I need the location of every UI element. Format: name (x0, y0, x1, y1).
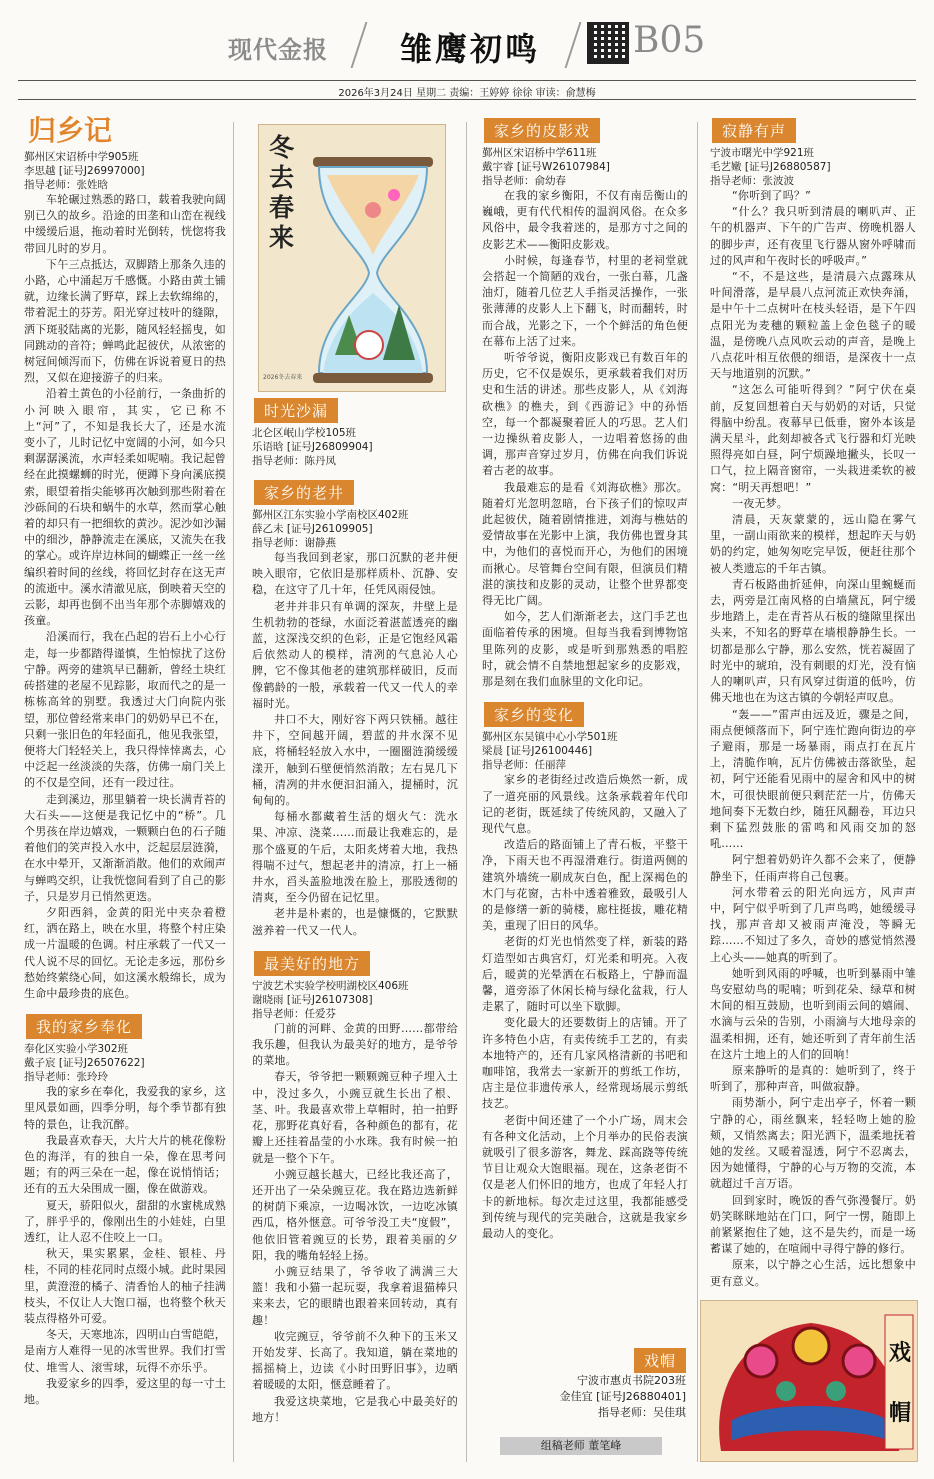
paragraph: 她听到风雨的呼喊，也听到暴雨中雏鸟安慰幼鸟的呢喃；听到花朵、绿草和树木间的相互鼓励，也听到雨云间的嬉闹、水滴与云朵的告别，小雨滴与大地母亲的温柔相拥，还有，她还听到了青年前生活在这片土地上的人们的回响！ (710, 966, 916, 1061)
paragraph: 改造后的路面铺上了青石板，平整干净，下雨天也不再湿滑难行。街道两侧的建筑外墙统一刷成灰白色，配上深褐色的木门与花窗，古朴中透着雅致，最吸引人的是修缮一新的骑楼，廊柱挺拔，雕花精美，重现了旧日的风华。 (482, 838, 688, 933)
pompom-icon (793, 1328, 829, 1364)
paragraph: 在我的家乡衡阳，不仅有南岳衡山的巍峨，更有代代相传的温润风俗。在众多风俗中，最令我着迷的，是那方寸之间的皮影艺术——衡阳皮影戏。 (482, 189, 688, 251)
credit-author-line: 金佳宜 [证号J26880401] (559, 1390, 686, 1403)
opera-hat-illustration (701, 1301, 918, 1462)
paragraph: “什么？我只听到清晨的喇叭声、正午的机器声、下午的广告声、傍晚机器人的脚步声，还有夜里飞行器从窗外呼啸而过的风声和午夜时长的呼吸声。” (710, 205, 916, 267)
paragraph: 门前的河畔、金黄的田野……都带给我乐趣，但我认为最美好的地方，是爷爷的菜地。 (252, 1021, 458, 1068)
pompom-icon (826, 1381, 846, 1401)
pompom-icon (745, 1345, 777, 1377)
paragraph: 小豌豆结果了，爷爷收了满满三大篮！我和小猫一起玩耍，我拿着退猫棒只来来去，它的眼睛也跟着来回转动，真有趣！ (252, 1264, 458, 1327)
snowman-icon (355, 331, 383, 359)
paragraph: 老井并非只有单调的深灰，井壁上是生机勃勃的苍绿，水面泛着湛蓝透亮的幽蓝，这深浅交织的色彩，正是它饱经风霜后依然动人的模样，清冽的气息沁人心脾，它不像其他老的建筑那样破旧，反而像鹤龄的一般，承载着一代又一代人的幸福时光。 (252, 599, 458, 710)
hourglass-base (313, 373, 433, 383)
article-cert: 证号J26997000 (62, 165, 141, 177)
hourglass-cap (313, 157, 433, 167)
article-title: 我的家乡奉化 (26, 1014, 142, 1039)
article-teacher: 指导老师：俞幼春 (482, 175, 566, 187)
article-author: 梁晨 (482, 745, 503, 758)
article-shadow-play (482, 112, 688, 690)
article-author-line: 李思越 [证号J26997000] (24, 165, 145, 177)
credit-school: 宁波市惠贞书院203班 (577, 1374, 686, 1387)
paragraph: 一夜无梦。 (732, 496, 788, 510)
article-cert: 证号J26109905 (290, 523, 369, 535)
paragraph: 走到溪边，那里躺着一块长满青苔的大石头——这便是我记忆中的“桥”。几个男孩在岸边嬉戏，一颗颗白色的石子随着他们的笑声投入水中，泛起层层涟漪，在水中晕开，又渐渐消散。他们的欢闹声与蝉鸣交织，让我恍惚间看到了自己的影子，只是岁月已悄然更迭。 (24, 792, 226, 903)
article-hourglass (252, 392, 458, 468)
paragraph: 春天，爷爷把一颗颗豌豆种子埋入土中，没过多久，小豌豆就生长出了根、茎、叶。我最喜欢带上草帽时，拍一拍野花，那野花真好看，各种颜色的都有，花瓣上还挂着晶莹的小水珠。我有时候一拍就是一整个下午。 (252, 1070, 458, 1165)
paragraph: 每当我回到老家，那口沉默的老井便映入眼帘，它依旧是那样质朴、沉静、安稳，在这守了几十年，任凭风雨侵蚀。 (252, 551, 458, 597)
paragraph: 车轮碾过熟悉的路口，载着我驶向阔别已久的故乡。沿途的田垄和山峦在视线中缓缓后退，拖动着时光倒转，恍惚将我带回儿时的岁月。 (24, 193, 226, 255)
paragraph: 我爱家乡的四季，爱这里的每一寸土地。 (24, 1376, 226, 1407)
column-divider (697, 122, 698, 1462)
article-school: 鄞州区宋诏桥中学611班 (482, 147, 597, 159)
paragraph: “不，不是这些，是清晨六点露珠从叶间滑落，是早晨八点河流正欢快奔涌，是中午十二点树叶在枝头轻语，是下午四点阳光为麦穗的颗粒盖上金色毯子的暖温，是傍晚八点风吹云动的声音，是晚上八点花叶相互依偎的细语，是深夜十一点天与地道别的沉默。” (710, 270, 916, 381)
paragraph: 小豌豆越长越大，已经比我还高了，还开出了一朵朵豌豆花。我在路边选新鲜的树荫下乘凉，一边喝冰饮，一边吃冰镇西瓜，格外惬意。可爷爷没工夫“度假”，他依旧管着豌豆的长势，跟着美丽的夕阳，我的嘴角轻轻上扬。 (252, 1167, 458, 1262)
column-divider (466, 122, 467, 1462)
paragraph: 夏天，骄阳似火，甜甜的水蜜桃成熟了，胖乎乎的，像刚出生的小娃娃，白里透红，让人忍不住咬上一口。 (24, 1198, 226, 1244)
article-school: 鄞州区江东实验小学南校区402班 (252, 509, 409, 521)
article-author-line: 谢晓雨 [证号J26107308] (252, 993, 373, 1006)
credit-author: 金佳宜 (559, 1390, 593, 1403)
article-cert: 证号W26107984 (520, 161, 606, 173)
painting-title: 冬去春来 (269, 133, 295, 252)
article-title: 最美好的地方 (254, 951, 370, 976)
paragraph: 每桶水都藏着生活的烟火气：洗水果、冲凉、浇菜……而最让我难忘的，是那个盛夏的午后，太阳炙烤着大地，我热得喘不过气，想起老井的清凉，打上一桶井水，舀头盖脸地泼在脸上，那股透彻的清爽，至今仍留在记忆里。 (252, 810, 458, 905)
flower-icon (365, 202, 381, 218)
article-teacher: 指导老师：任丽萍 (482, 759, 566, 772)
artwork-title: 戏帽 (634, 1348, 686, 1373)
hourglass-painting (258, 124, 446, 392)
paragraph: 回到家时，晚饭的香气弥漫餐厅。奶奶笑眯眯地站在门口，阿宁一愣，随即上前紧紧抱住了她，这不是失约，而是一场蓄谋了她的，在喧闹中寻得宁静的修行。 (710, 1193, 916, 1256)
paragraph: 阿宁想着奶奶许久都不会来了，便静静坐下，任雨声将自己包裹。 (710, 853, 916, 883)
paragraph: 我爱这块菜地，它是我心中最美好的地方！ (252, 1394, 458, 1424)
article-author-line: 薛乙未 [证号J26109905] (252, 523, 373, 535)
article-cert: 证号J26880587 (748, 161, 827, 173)
paragraph: 小时候，每逢春节，村里的老祠堂就会搭起一个简陋的戏台，一张白幕，几盏油灯，随着几位艺人手指灵活操作，一张张薄薄的皮影人上下翻飞，时而翻转，时而合战，光影之下，一个个鲜活的角色便在幕布上活了过来。 (482, 253, 688, 348)
paragraph: 我的家乡在奉化，我爱我的家乡，这里风景如画，四季分明，每个季节都有独特的景色，让我沉醉。 (24, 1085, 226, 1131)
paragraph: 老街的灯光也悄然变了样，新装的路灯造型如古典宫灯，灯光柔和明亮。入夜后，暖黄的光晕洒在石板路上，宁静而温馨，道旁添了休闲长椅与绿化盆栽，行人走累了，随时可以坐下歇脚。 (482, 935, 688, 1014)
article-author: 毛艺嫩 (710, 161, 742, 173)
article-teacher: 指导老师：任爱芬 (252, 1007, 336, 1020)
credit-title-wrap (482, 1348, 686, 1373)
paragraph: 我最喜欢春天，大片大片的桃花像粉色的海洋，有的独自一朵，像在思考问题；有的两三朵在一起，像在说悄悄话；还有的五大朵围成一圈，像在做游戏。 (24, 1133, 226, 1196)
page-number: B05 (633, 20, 706, 61)
paragraph: 清晨，天灰蒙蒙的，远山隐在雾气里，一副山雨欲来的模样，想起昨天与奶奶的约定，她匆匆吃完早饭，便赶往那个被人类遗忘的千年古镇。 (710, 513, 916, 575)
article-school: 鄞州区宋诏桥中学905班 (24, 151, 139, 163)
credit-teacher: 指导老师：吴佳琪 (598, 1406, 686, 1419)
opera-hat-credit (482, 1348, 692, 1421)
paragraph: “这怎么可能听得到？”阿宁伏在桌前，反复回想着白天与奶奶的对话，只觉得脑中纷乱。夜幕早已低垂，窗外本该是满天星斗，此刻却被各式飞行器和灯光映照得亮如白昼，阿宁烦躁地撇头，长叹一口气，拉上隔音窗帘，一头栽进柔软的被窝：“明天再想吧！” (710, 383, 916, 494)
divider (351, 22, 368, 68)
article-teacher: 指导老师：谢静燕 (252, 537, 336, 549)
article-title: 寂静有声 (712, 118, 796, 143)
article-title: 归乡记 (28, 114, 113, 147)
article-school: 北仑区岷山学校105班 (252, 427, 357, 439)
article-title: 家乡的老井 (254, 480, 354, 505)
painting-caption: 2026冬去春来 (263, 374, 303, 381)
paragraph: “你听到了吗？” (732, 189, 811, 202)
article-cert: 证号J26100446 (510, 745, 588, 758)
paragraph: 秋天，果实累累，金桂、银桂、丹桂，不同的桂花同时点缀小城。此时果园里，黄澄澄的橘子、清香怡人的柚子挂满枝头，不仅让人大饱口福，也将整个秋天装点得格外可爱。 (24, 1247, 226, 1325)
article-old-well (252, 474, 458, 939)
article-title: 家乡的皮影戏 (484, 118, 600, 143)
paragraph: 家乡的老街经过改造后焕然一新，成了一道亮丽的风景线。这条承载着年代印记的老街，既延续了传统风韵，又融入了现代气息。 (482, 773, 688, 835)
article-title: 时光沙漏 (254, 398, 338, 423)
article-school: 宁波艺术实验学校明湖校区406班 (252, 979, 409, 992)
paragraph: 冬天，天寒地冻，四明山白雪皑皑，是南方人难得一见的冰雪世界。我们打雪仗、堆雪人、滚雪球，玩得不亦乐乎。 (24, 1328, 226, 1374)
qr-code-icon[interactable] (587, 22, 629, 64)
section-title: 雏鹰初鸣 (400, 30, 541, 68)
issue-info: 2026年3月24日 星期二 责编：王婷婷 徐徐 审读：俞慧梅 (338, 88, 596, 99)
editor-credit: 组稿老师 董笔峰 (500, 1437, 662, 1455)
paragraph: 收完豌豆，爷爷前不久种下的玉米又开始发芽、长高了。我知道，躺在菜地的摇摇椅上，边读《小时田野旧事》，边晒着暖暖的太阳，惬意睡着了。 (252, 1329, 458, 1392)
header-rule (18, 99, 916, 100)
article-author-line: 戴宇睿 [证号W26107984] (482, 161, 610, 173)
paragraph: 沿着土黄色的小径前行，一条曲折的小河映入眼帘，其实，它已称不上“河”了，不知是我长大了，还是水流变小了，儿时记忆中宽阔的小河，如今只剩潺潺溪流，水声轻柔如呢喃。我记起曾经在此摸螺蛳的时光，便蹲下身向溪底摸索，眼望着指尖能够再次触到那些附着在沙砾间的石块和蜗牛的水草，然而掌心触着的却只有一把细软的黄沙。泥沙如沙漏中的细沙，静静流走在溪底，又流失在我的掌心。或许岸边林间的蝴蝶正一丝一丝编织着时间的丝线，将回忆封存在这无声的流逝中。溪水清澈见底，倒映着天空的云影，却再也倒不出当年那个赤脚嬉戏的孩童。 (24, 387, 226, 628)
paragraph: 老街中间还建了一个小广场，周末会有各种文化活动，上个月举办的民俗表演就吸引了很多游客，舞龙、踩高跷等传统节目让观众大饱眼福。现在，这条老街不仅是老人们怀旧的地方，也成了年轻人打卡的新地标。每次走过这里，我都能感受到传统与现代的完美融合，这就是我家乡最动人的变化。 (482, 1113, 688, 1240)
article-author-line: 乐语晗 [证号J26809904] (252, 441, 373, 453)
article-cert: 证号J26809904 (290, 441, 369, 453)
paragraph: 听爷爷说，衡阳皮影戏已有数百年的历史，它不仅是娱乐，更承载着我们对历史和生活的讲述。那些皮影人，从《刘海砍樵》的樵夫，到《西游记》中的孙悟空，每一个都凝聚着匠人的巧思。艺人们一边操纵着皮影人，一边唱着悠扬的曲调，那声音穿过岁月，仿佛在向我们诉说着古老的故事。 (482, 351, 688, 478)
newspaper-name: 现代金报 (228, 35, 328, 64)
opera-hat-artwork (700, 1300, 918, 1462)
article-teacher: 指导老师：张波波 (710, 175, 794, 187)
masthead (0, 0, 934, 82)
column-4 (710, 112, 916, 1292)
article-author: 李思越 (24, 165, 56, 177)
article-author: 戴宇睿 (482, 161, 514, 173)
column-divider (233, 122, 234, 1462)
article-author-line: 梁晨 [证号J26100446] (482, 745, 593, 758)
article-author: 乐语晗 (252, 441, 284, 453)
credit-cert: 证号J26880401 (600, 1390, 682, 1403)
article-best-place (252, 945, 458, 1426)
article-hometown-fenghua (24, 1008, 226, 1408)
article-teacher: 指导老师：陈丹凤 (252, 455, 336, 467)
paragraph: 原来静听的是真的：她听到了，终于听到了，那种声音，叫做寂静。 (710, 1063, 916, 1094)
article-cert: 证号J26107308 (290, 993, 369, 1006)
article-title: 家乡的变化 (484, 702, 584, 727)
paragraph: 我最难忘的是看《刘海砍樵》那次。随着灯光忽明忽暗，台下孩子们的惊叹声此起彼伏，随着剧情推进，刘海与樵姑的爱情故事在光影中上演，我仿佛也置身其中，为他们的喜悦而开心，为他们的困境而揪心。尽管舞台空间有限，但演员们精湛的演技和皮影的灵动，让整个世界都变得无比广阔。 (482, 480, 688, 608)
article-author: 谢晓雨 (252, 993, 284, 1006)
column-2 (252, 112, 458, 1462)
paragraph: 青石板路曲折延伸，向深山里蜿蜒而去，两旁是江南风格的白墙黛瓦，阿宁缓步地踏上，走在青苔从石板的缝隙里探出头来，不知名的野草在墙根静静生长。一切都是那么宁静，那么安然，恍若凝固了时光中的琥珀，没有刺眼的灯光，没有恼人的喇叭声，只有风穿过街道的低吟，仿佛天地也在为这古镇的今朝轻声叹息。 (710, 577, 916, 705)
article-author-line: 戴子宸 [证号J26507622] (24, 1057, 145, 1070)
article-silent-sound (710, 112, 916, 1290)
column-1 (24, 112, 226, 1462)
calligraphy-text: 戏帽 (888, 1340, 911, 1426)
paragraph: 老井是朴素的，也是慷慨的，它默默滋养着一代又一代人。 (252, 907, 458, 937)
paragraph: 原来，以宁静之心生活，远比想象中更有意义。 (710, 1258, 916, 1288)
column-3 (482, 112, 688, 1322)
paragraph: 夕阳西斜，金黄的阳光中夹杂着橙红，洒在路上，映在水里，将整个村庄染成一片温暖的色调。村庄承载了一代又一代人说不尽的回忆。无论走多远，那份乡愁始终萦绕心间，如这溪水般绵长，成为生命中最珍贵的底色。 (24, 905, 226, 1000)
hourglass-illustration (309, 155, 437, 387)
flower-icon (388, 189, 400, 201)
article-author: 戴子宸 (24, 1057, 56, 1070)
paragraph: 如今，艺人们渐渐老去，这门手艺也面临着传承的困境。但每当我看到博物馆里陈列的皮影，或是听到那熟悉的唱腔时，就会情不自禁地想起家乡的皮影戏，那是刻在我们血脉里的文化印记。 (482, 610, 688, 689)
paragraph: “轰——”雷声由远及近，骤是之间，雨点便倾落而下，阿宁连忙跑向街边的亭子避雨，那是一场暴雨，雨点打在瓦片上，清脆作响，瓦片仿佛被击落欲坠，起初，阿宁还能看见雨中的屋舍和风中的树木，可很快眼前便只剩茫茫一片，仿佛天地间奏下无数白纱，随狂风翻卷，耳边只剩下猛烈鼓胀的雷鸣和风雨交加的怒吼…… (710, 707, 916, 851)
article-school: 奉化区实验小学302班 (24, 1043, 129, 1056)
pompom-icon (843, 1345, 875, 1377)
header-rule (18, 80, 916, 81)
divider (565, 22, 582, 68)
article-teacher: 指导老师：张姓晗 (24, 179, 108, 191)
article-school: 宁波市曙光中学921班 (710, 147, 815, 159)
paragraph: 河水带着云的阳光向远方，风声声中，阿宁似乎听到了几声鸟鸣，她缓缓寻找，那声音却又被雨声淹没，等瞬无踪……不知过了多久，奇妙的感觉悄然漫上心头——她真的听到了。 (710, 885, 916, 964)
paragraph: 雨势渐小，阿宁走出亭子，怀着一颗宁静的心，雨丝飘来，轻轻吻上她的脸颊，又悄然离去；阳光洒下，温柔地抚着她的发丝。又暖着湿透，阿宁不忍离去，因为她懂得，宁静的心与万物的交流，本就超过千言万语。 (710, 1096, 916, 1191)
article-author: 薛乙未 (252, 523, 284, 535)
paragraph: 沿溪而行，我在凸起的岩石上小心行走，每一步都踏得谨慎，生怕惊扰了这份宁静。两旁的建筑早已翻新，曾经土块红砖搭建的老屋不见踪影，取而代之的是一栋栋高耸的别墅。我透过大门向院内张望，那位曾经常来串门的奶奶早已不在，只剩一张旧色的年轻面孔，他见我张望，便将大门轻轻关上，我只得悻悻离去，心中泛起一丝淡淡的失落，仿佛一扇门关上的不仅是空间，还有一段过往。 (24, 630, 226, 790)
article-school: 鄞州区东吴镇中心小学501班 (482, 731, 618, 744)
pompom-icon (776, 1381, 796, 1401)
paragraph: 井口不大，刚好容下两只铁桶。越往井下，空间越开阔，碧蓝的井水深不见底，将桶轻轻放入水中，一圈圈涟漪缓缓漾开，触到石壁便悄然消散；左右晃几下桶，清冽的井水便汩汩涌入，提桶时，沉甸甸的。 (252, 713, 458, 808)
article-going-home (24, 114, 226, 1002)
article-hometown-change (482, 696, 688, 1242)
paragraph: 下午三点抵达，双脚踏上那条久违的小路，心中涌起万千感慨。小路由黄土铺就，边缘长满了野草，踩上去软绵绵的，带着泥土的芬芳。阳光穿过枝叶的缝隙，洒下斑驳陆离的光影，随风轻轻摇曳，如同跳动的音符；蝉鸣此起彼伏，从浓密的树冠间倾泻而下，仿佛在诉说着夏日的热烈，又似在迎接游子的归来。 (24, 257, 226, 385)
article-cert: 证号J26507622 (62, 1057, 141, 1070)
article-author-line: 毛艺嫩 [证号J26880587] (710, 161, 831, 173)
article-teacher: 指导老师：张玲玲 (24, 1071, 108, 1084)
paragraph: 变化最大的还要数街上的店铺。开了许多特色小店，有卖传统手工艺的，有卖本地特产的，还有几家风格清新的书吧和咖啡馆，我常去一家新开的剪纸工作坊，店主是位非遗传承人，经常现场展示剪纸技艺。 (482, 1016, 688, 1111)
